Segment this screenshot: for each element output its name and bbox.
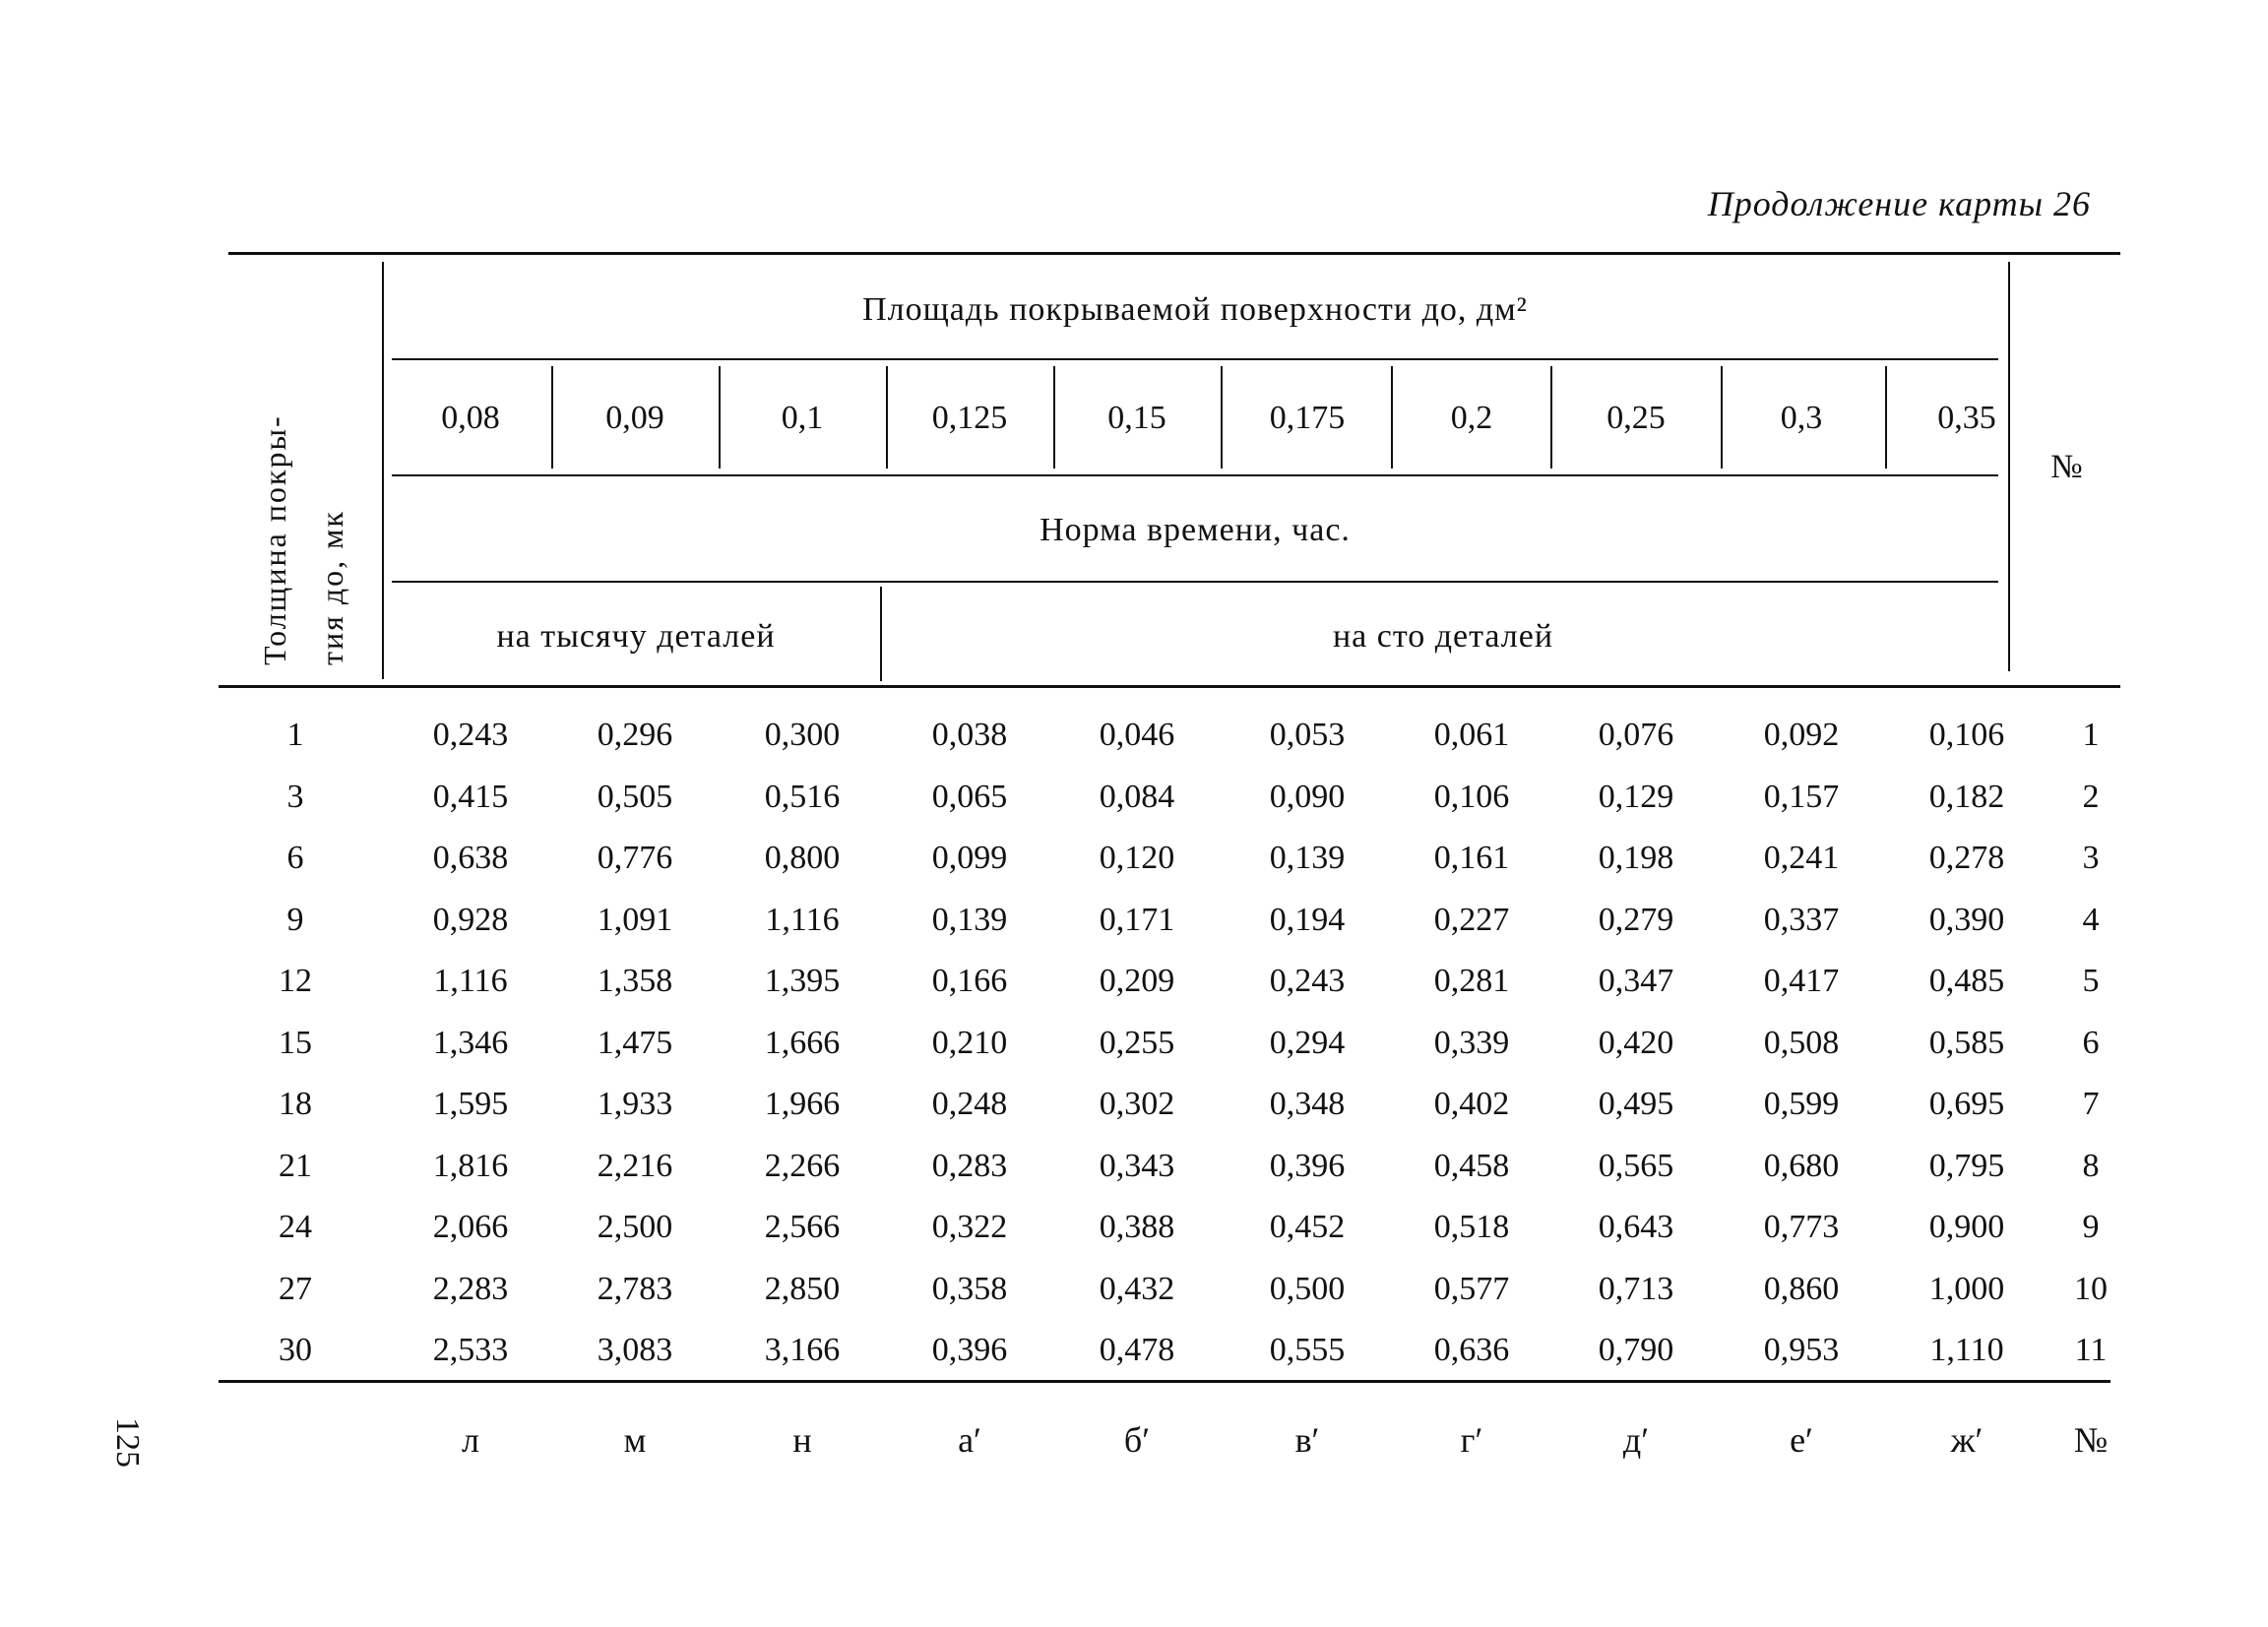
time-value-cell: 3,166 [764,1332,841,1368]
area-header-cell: 0,1 [781,400,824,436]
table-top-rule [228,252,2120,255]
time-value-cell: 0,182 [1928,778,2005,815]
area-column-divider [1885,366,1887,469]
time-value-cell: 3,083 [597,1332,673,1368]
column-code: а′ [958,1420,981,1460]
time-value-cell: 0,358 [931,1270,1008,1307]
area-header-cell: 0,125 [931,400,1008,436]
time-value-cell: 1,475 [597,1024,673,1061]
time-value-cell: 0,120 [1099,840,1175,876]
time-value-cell: 0,129 [1598,778,1674,815]
time-value-cell: 1,595 [432,1086,509,1122]
time-value-cell: 0,243 [432,717,509,753]
time-value-cell: 0,577 [1433,1270,1510,1307]
time-value-cell: 0,279 [1598,901,1674,938]
column-code: е′ [1790,1420,1813,1460]
row-number-cell: 4 [2082,901,2100,938]
time-value-cell: 0,322 [931,1209,1008,1245]
area-column-divider [1721,366,1723,469]
column-code: г′ [1460,1420,1483,1460]
column-code: м [623,1420,647,1460]
time-value-cell: 0,638 [432,840,509,876]
time-value-cell: 0,053 [1269,717,1346,753]
time-value-cell: 0,227 [1433,901,1510,938]
time-value-cell: 0,099 [931,840,1008,876]
time-value-cell: 1,358 [597,963,673,999]
thickness-cell: 21 [279,1147,312,1184]
time-value-cell: 0,500 [1269,1270,1346,1307]
area-header-cell: 0,08 [441,400,500,436]
row-number-cell: 3 [2082,840,2100,876]
time-value-cell: 0,390 [1928,901,2005,938]
column-code-number: № [2073,1420,2109,1460]
header-bottom-rule [219,685,2120,688]
area-column-divider [1221,366,1223,469]
time-value-cell: 0,076 [1598,717,1674,753]
time-value-cell: 0,255 [1099,1024,1175,1061]
area-title-rule [392,358,1998,360]
time-value-cell: 0,402 [1433,1086,1510,1122]
thickness-cell: 15 [279,1024,312,1061]
time-value-cell: 1,110 [1929,1332,2004,1368]
time-value-cell: 2,066 [432,1209,509,1245]
area-column-divider [1550,366,1552,469]
thickness-cell: 18 [279,1086,312,1122]
time-value-cell: 0,171 [1099,901,1175,938]
time-value-cell: 2,850 [764,1270,841,1307]
time-value-cell: 0,790 [1598,1332,1674,1368]
row-number-cell: 6 [2082,1024,2100,1061]
time-value-cell: 0,713 [1598,1270,1674,1307]
row-number-cell: 5 [2082,963,2100,999]
time-value-cell: 1,000 [1928,1270,2005,1307]
time-value-cell: 0,773 [1763,1209,1840,1245]
time-value-cell: 1,116 [433,963,508,999]
time-value-cell: 0,795 [1928,1147,2005,1184]
row-number-cell: 10 [2074,1270,2108,1307]
time-value-cell: 0,166 [931,963,1008,999]
time-value-cell: 0,695 [1928,1086,2005,1122]
norm-rule [392,581,1998,583]
time-value-cell: 2,533 [432,1332,509,1368]
time-value-cell: 0,348 [1269,1086,1346,1122]
time-value-cell: 0,281 [1433,963,1510,999]
time-value-cell: 1,666 [764,1024,841,1061]
time-value-cell: 0,157 [1763,778,1840,815]
time-value-cell: 0,485 [1928,963,2005,999]
time-value-cell: 0,337 [1763,901,1840,938]
time-value-cell: 0,776 [597,840,673,876]
column-code: б′ [1123,1420,1151,1460]
time-value-cell: 1,116 [765,901,840,938]
areas-rule [392,474,1998,476]
area-header-cell: 0,35 [1937,400,1996,436]
area-column-divider [1053,366,1055,469]
time-value-cell: 0,139 [1269,840,1346,876]
time-value-cell: 0,516 [764,778,841,815]
time-value-cell: 1,091 [597,901,673,938]
thickness-cell: 9 [286,901,304,938]
time-value-cell: 0,106 [1928,717,2005,753]
time-value-cell: 0,296 [597,717,673,753]
time-value-cell: 0,210 [931,1024,1008,1061]
time-value-cell: 0,458 [1433,1147,1510,1184]
time-value-cell: 0,508 [1763,1024,1840,1061]
row-number-cell: 8 [2082,1147,2100,1184]
column-code: д′ [1622,1420,1650,1460]
column-code: н [792,1420,812,1460]
time-value-cell: 0,396 [1269,1147,1346,1184]
time-value-cell: 0,248 [931,1086,1008,1122]
time-value-cell: 0,209 [1099,963,1175,999]
time-value-cell: 0,420 [1598,1024,1674,1061]
time-value-cell: 0,415 [432,778,509,815]
area-title: Площадь покрываемой поверхности до, дм² [862,291,1528,328]
time-value-cell: 0,194 [1269,901,1346,938]
area-header-cell: 0,09 [605,400,664,436]
time-value-cell: 0,478 [1099,1332,1175,1368]
time-value-cell: 0,860 [1763,1270,1840,1307]
time-value-cell: 0,417 [1763,963,1840,999]
thickness-cell: 1 [286,717,304,753]
time-value-cell: 0,432 [1099,1270,1175,1307]
time-value-cell: 2,566 [764,1209,841,1245]
thickness-header-line2: тия до, мк [314,510,349,665]
row-number-cell: 1 [2082,717,2100,753]
area-header-cell: 0,2 [1450,400,1493,436]
time-value-cell: 0,065 [931,778,1008,815]
time-value-cell: 1,933 [597,1086,673,1122]
table-bottom-rule [219,1380,2110,1383]
area-column-divider [1391,366,1393,469]
time-value-cell: 0,518 [1433,1209,1510,1245]
time-value-cell: 0,302 [1099,1086,1175,1122]
time-value-cell: 0,243 [1269,963,1346,999]
time-value-cell: 0,928 [432,901,509,938]
time-value-cell: 2,783 [597,1270,673,1307]
area-column-divider [719,366,721,469]
row-number-cell: 11 [2074,1332,2108,1368]
time-value-cell: 0,585 [1928,1024,2005,1061]
time-value-cell: 0,300 [764,717,841,753]
time-value-cell: 0,294 [1269,1024,1346,1061]
time-value-cell: 0,643 [1598,1209,1674,1245]
time-value-cell: 0,139 [931,901,1008,938]
time-value-cell: 2,216 [597,1147,673,1184]
time-value-cell: 0,090 [1269,778,1346,815]
row-number-cell: 2 [2082,778,2100,815]
time-value-cell: 2,266 [764,1147,841,1184]
time-value-cell: 2,500 [597,1209,673,1245]
thickness-cell: 30 [279,1332,312,1368]
time-value-cell: 1,816 [432,1147,509,1184]
area-column-divider [551,366,553,469]
time-value-cell: 0,599 [1763,1086,1840,1122]
time-value-cell: 0,680 [1763,1147,1840,1184]
column-code: л [462,1420,479,1460]
page-number: 125 [109,1417,146,1468]
area-header-cell: 0,175 [1269,400,1346,436]
time-value-cell: 1,395 [764,963,841,999]
time-value-cell: 1,346 [432,1024,509,1061]
time-value-cell: 0,388 [1099,1209,1175,1245]
time-value-cell: 0,339 [1433,1024,1510,1061]
area-header-cell: 0,3 [1780,400,1823,436]
time-value-cell: 0,161 [1433,840,1510,876]
thickness-cell: 3 [286,778,304,815]
column-code: в′ [1294,1420,1320,1460]
time-value-cell: 0,452 [1269,1209,1346,1245]
time-value-cell: 0,038 [931,717,1008,753]
page-caption: Продолжение карты 26 [1707,184,2091,223]
norm-title: Норма времени, час. [1040,512,1351,548]
thickness-cell: 12 [279,963,312,999]
thickness-cell: 24 [279,1209,312,1245]
area-header-cell: 0,25 [1606,400,1666,436]
time-value-cell: 0,555 [1269,1332,1346,1368]
row-label-divider [382,262,384,679]
thickness-header-line1: Толщина покры- [257,414,292,665]
time-value-cell: 0,278 [1928,840,2005,876]
time-value-cell: 0,953 [1763,1332,1840,1368]
number-col-header: № [2050,449,2084,485]
time-value-cell: 0,283 [931,1147,1008,1184]
time-value-cell: 0,900 [1928,1209,2005,1245]
per-hundred-header: на сто деталей [1332,618,1554,655]
number-col-divider [2008,262,2010,671]
time-value-cell: 0,565 [1598,1147,1674,1184]
time-value-cell: 0,198 [1598,840,1674,876]
column-code: ж′ [1950,1420,1984,1460]
row-number-cell: 7 [2082,1086,2100,1122]
time-value-cell: 0,241 [1763,840,1840,876]
thickness-cell: 27 [279,1270,312,1307]
time-value-cell: 0,495 [1598,1086,1674,1122]
time-value-cell: 0,347 [1598,963,1674,999]
time-value-cell: 2,283 [432,1270,509,1307]
time-value-cell: 0,061 [1433,717,1510,753]
time-value-cell: 0,343 [1099,1147,1175,1184]
time-value-cell: 0,092 [1763,717,1840,753]
area-column-divider [886,366,888,469]
time-value-cell: 0,084 [1099,778,1175,815]
time-value-cell: 0,046 [1099,717,1175,753]
time-value-cell: 1,966 [764,1086,841,1122]
time-value-cell: 0,106 [1433,778,1510,815]
time-value-cell: 0,800 [764,840,841,876]
time-value-cell: 0,505 [597,778,673,815]
area-header-cell: 0,15 [1107,400,1166,436]
thickness-cell: 6 [286,840,304,876]
per-thousand-header: на тысячу деталей [496,618,776,655]
time-value-cell: 0,396 [931,1332,1008,1368]
time-value-cell: 0,636 [1433,1332,1510,1368]
row-number-cell: 9 [2082,1209,2100,1245]
